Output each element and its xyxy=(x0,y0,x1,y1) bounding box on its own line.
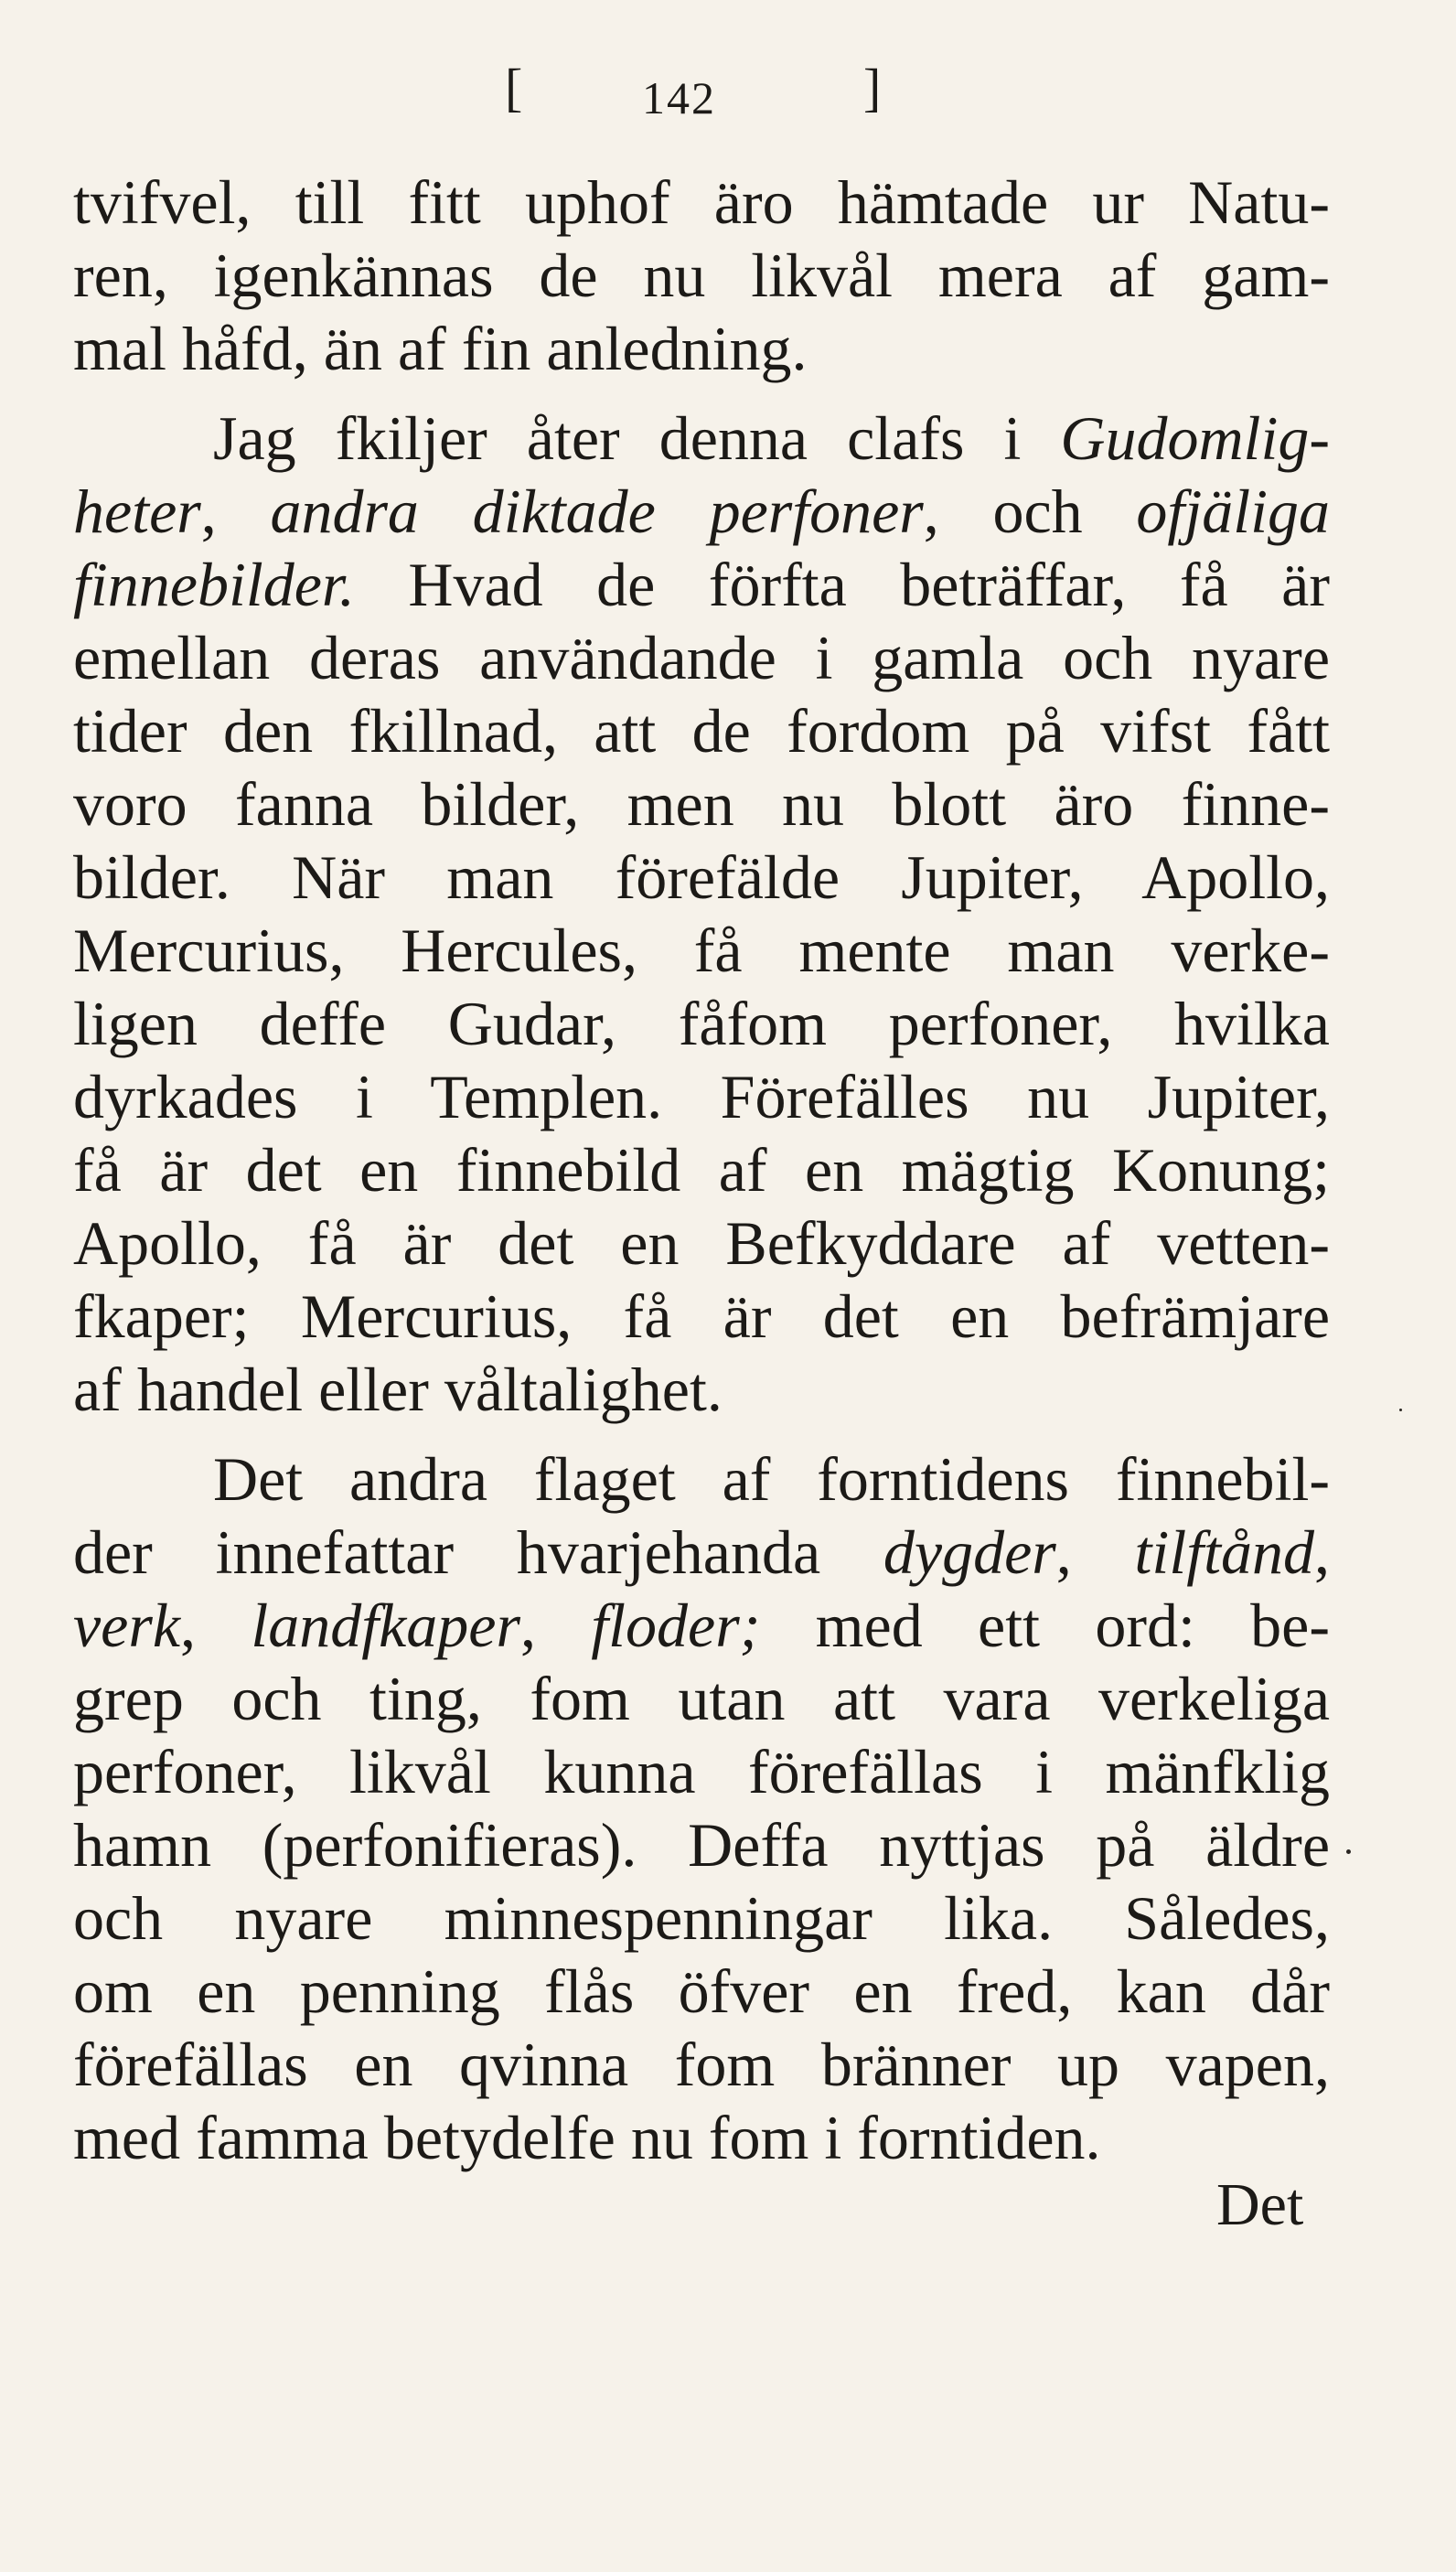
text-line xyxy=(73,622,1330,693)
page-header xyxy=(505,57,898,157)
text-line xyxy=(73,476,1330,547)
text-line xyxy=(73,1134,1330,1206)
italic-run: Gudomlig- xyxy=(1060,403,1330,473)
text-line xyxy=(73,2029,1330,2100)
text-run: Hvad de förfta beträffar, få är xyxy=(354,550,1330,619)
text-run: hamn (perfonifieras). Deffa nyttjas på äldre xyxy=(73,1810,1330,1880)
text-run: der innefattar hvarjehanda xyxy=(73,1517,883,1587)
text-line xyxy=(73,1516,1330,1588)
text-run: , xyxy=(200,477,271,546)
text-run: ren, igenkännas de nu likvål mera af gam- xyxy=(73,241,1330,310)
text-line xyxy=(73,1736,1330,1807)
text-run: fkaper; Mercurius, få är det en befrämjare xyxy=(73,1281,1330,1351)
text-line xyxy=(73,549,1330,620)
italic-run: finnebilder. xyxy=(73,550,355,619)
text-run: bilder. När man förefälde Jupiter, Apollo, xyxy=(73,842,1330,912)
text-run: , xyxy=(1055,1517,1135,1587)
text-run: Det andra flaget af forntidens finnebil- xyxy=(213,1444,1330,1514)
text-line xyxy=(73,1809,1330,1881)
text-run: med famma betydelfe nu fom i forntiden. xyxy=(73,2103,1101,2172)
text-run: Mercurius, Hercules, få mente man verke- xyxy=(73,916,1330,985)
text-run: af handel eller våltalighet. xyxy=(73,1355,723,1424)
text-line xyxy=(73,240,1330,311)
text-line xyxy=(73,768,1330,840)
text-run: och nyare minnespenningar lika. Således, xyxy=(73,1883,1330,1953)
text-line xyxy=(73,1281,1330,1352)
text-run: med ett ord: be- xyxy=(760,1591,1330,1660)
page-number: 142 xyxy=(642,72,716,123)
italic-run: heter xyxy=(73,477,201,546)
italic-run: landfkaper xyxy=(251,1591,520,1660)
italic-run: verk xyxy=(73,1591,181,1660)
text-run: tider den fkillnad, att de fordom på vifst fått xyxy=(73,696,1330,766)
text-line xyxy=(73,313,808,384)
text-run: , xyxy=(1314,1517,1330,1587)
text-line xyxy=(73,1207,1330,1279)
text-run: tvifvel, till fitt uphof äro hämtade ur Natu- xyxy=(73,167,1330,237)
text-run: Jag fkiljer åter denna clafs i xyxy=(213,403,1061,473)
italic-run: dygder xyxy=(883,1517,1056,1587)
text-line xyxy=(213,1443,1330,1515)
text-run: Apollo, få är det en Befkyddare af vetten- xyxy=(73,1208,1330,1278)
catchword: Det xyxy=(1216,2171,1304,2238)
text-line xyxy=(73,1061,1330,1132)
text-line xyxy=(73,988,1330,1059)
text-run: , och xyxy=(923,477,1137,546)
text-line xyxy=(73,1354,723,1425)
italic-run: ofjäliga xyxy=(1136,477,1330,546)
italic-run: tilftånd xyxy=(1134,1517,1314,1587)
text-line xyxy=(73,695,1330,766)
text-run: om en penning flås öfver en fred, kan dår xyxy=(73,1956,1330,2026)
text-run: mal håfd, än af fin anledning. xyxy=(73,314,808,383)
text-run: , xyxy=(180,1591,252,1660)
text-line xyxy=(73,841,1330,913)
header-bracket-left: [ xyxy=(505,58,523,117)
text-run: dyrkades i Templen. Förefälles nu Jupiter, xyxy=(73,1062,1330,1131)
text-line xyxy=(73,1956,1330,2027)
italic-run: floder; xyxy=(591,1591,761,1660)
ink-speck xyxy=(1399,1409,1402,1411)
text-line xyxy=(73,1882,1330,1954)
header-bracket-right: ] xyxy=(863,58,882,117)
text-run: förefällas en qvinna fom bränner up vapen, xyxy=(73,2030,1330,2099)
text-line xyxy=(73,2102,1101,2173)
text-run: emellan deras användande i gamla och nyare xyxy=(73,623,1330,692)
italic-run: andra diktade perfoner xyxy=(270,477,924,546)
text-line xyxy=(73,915,1330,986)
text-run: ligen deffe Gudar, fåfom perfoner, hvilka xyxy=(73,989,1330,1058)
text-line xyxy=(73,1590,1330,1661)
text-run: grep och ting, fom utan att vara verkeliga xyxy=(73,1664,1330,1733)
ink-speck xyxy=(1346,1849,1351,1854)
text-run: voro fanna bilder, men nu blott äro finne- xyxy=(73,769,1330,839)
text-run: , xyxy=(519,1591,592,1660)
text-run: få är det en finnebild af en mägtig Konung; xyxy=(73,1135,1330,1205)
text-line xyxy=(213,402,1330,474)
text-line xyxy=(73,1663,1330,1734)
text-line xyxy=(73,166,1330,238)
text-run: perfoner, likvål kunna förefällas i mänfklig xyxy=(73,1737,1330,1806)
